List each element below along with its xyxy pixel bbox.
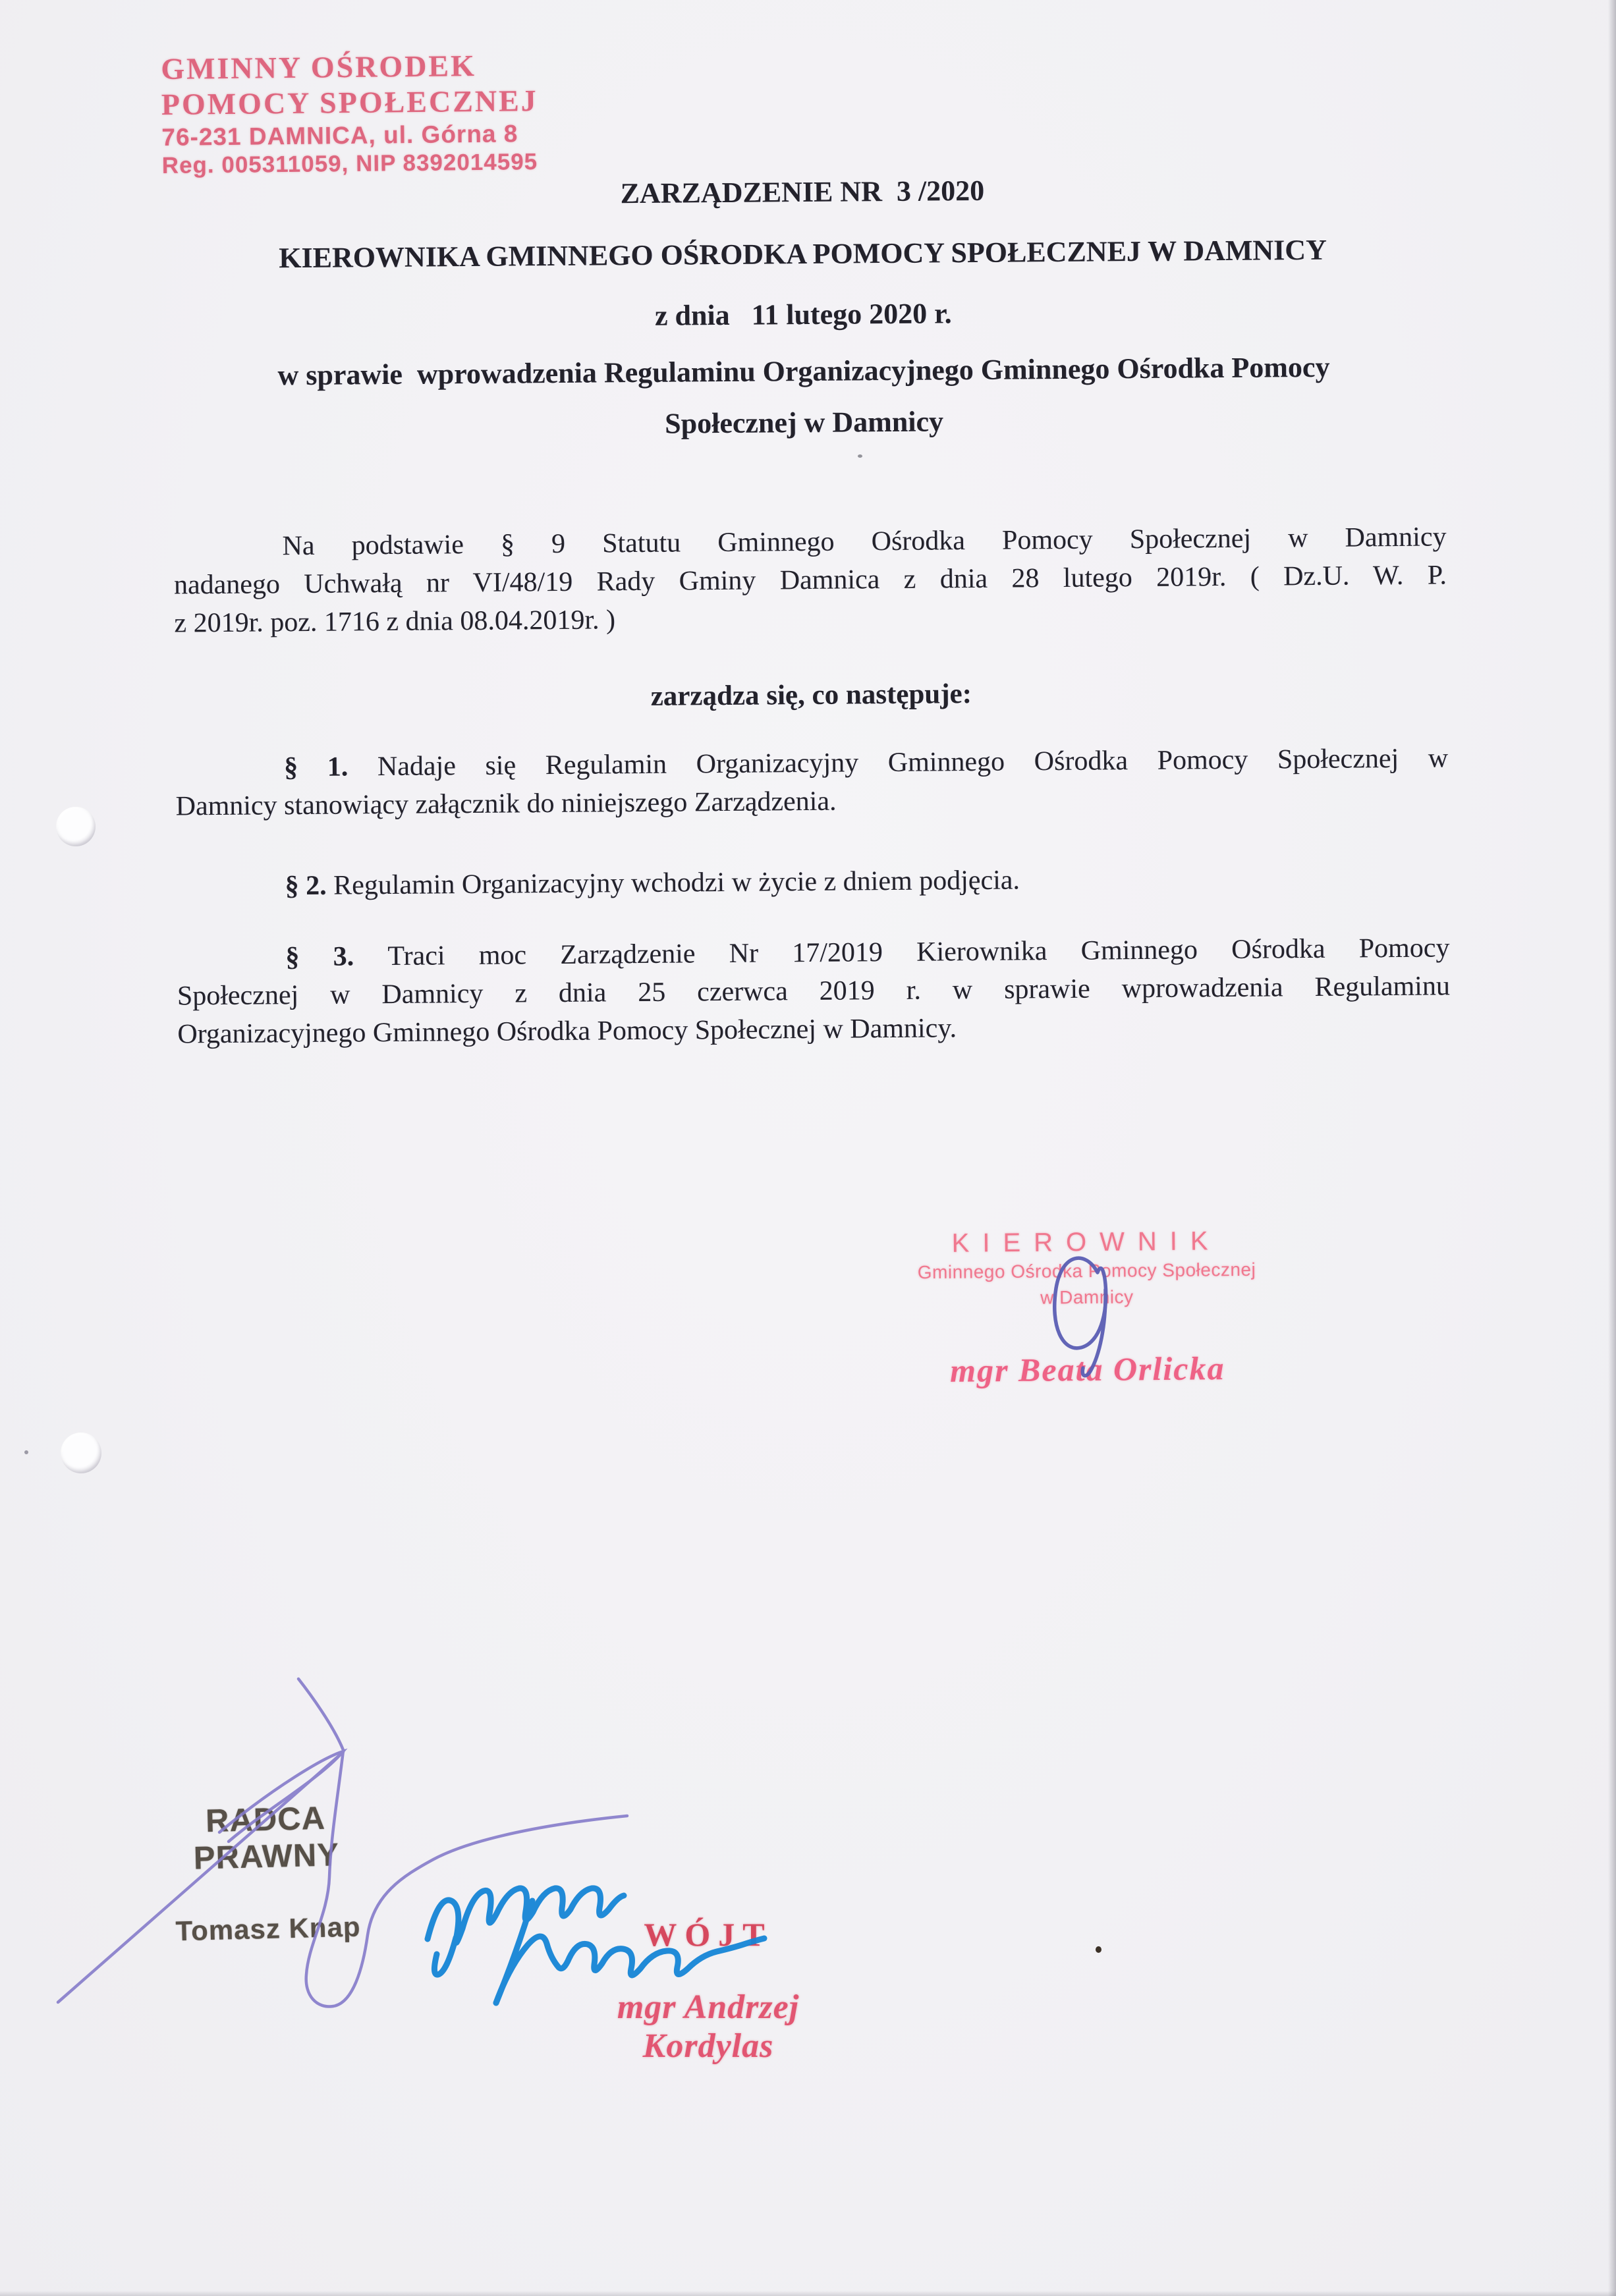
kierownik-stamp-org-line-1: Gminnego Ośrodka Pomocy Społecznej [917,1259,1256,1283]
scan-edge-shadow-right [1608,0,1616,2296]
document-title: ZARZĄDZENIE NR 3 /2020 [620,174,985,210]
scan-edge-shadow-bottom [0,2291,1616,2296]
section-mark-1: § 1. [283,752,378,783]
order-clause: zarządza się, co następuje: [650,678,972,712]
title-date: z dnia 11 lutego 2020 r. [654,297,952,332]
paragraph-2-line-1 [176,858,1449,906]
office-stamp-reg-nip-line: Reg. 005311059, NIP 8392014595 [161,149,538,178]
scan-speck [858,454,862,458]
section-mark-2: § 2. [285,870,334,902]
wojt-stamp [550,1915,866,2065]
radca-prawny-stamp [133,1798,400,1948]
title-subject-1: w sprawie wprowadzenia Regulaminu Organizacyjnego Gminnego Ośrodka Pomocy [277,350,1330,392]
kierownik-stamp-title: KIEROWNIK [951,1226,1221,1258]
preamble-line: z 2019r. poz. 1716 z dnia 08.04.2019r. ) [174,605,616,639]
paragraph-2-text: Regulamin Organizacyjny wchodzi w życie z dniem podjęcia. [333,865,1020,901]
kierownik-stamp-org-line-2: w Damnicy [1040,1286,1134,1308]
paragraph-1-line-2: Damnicy stanowiący załącznik do niniejszego Zarządzenia. [175,786,837,822]
kierownik-stamp-name: mgr Beata Orlicka [949,1350,1225,1389]
scan-speck [1096,1946,1101,1953]
paragraph-3-text: Traci moc Zarządzenie Nr 17/2019 Kierownika Gminnego Ośrodka Pomocy [387,933,1450,972]
paragraph-3-line-3: Organizacyjnego Gminnego Ośrodka Pomocy Społecznej w Damnicy. [177,1013,957,1050]
radca-prawny-stamp-title: RADCA PRAWNY [193,1800,340,1876]
wojt-stamp-title: WÓJT [644,1916,773,1953]
office-stamp-address-line: 76-231 DAMNICA, ul. Górna 8 [161,120,518,151]
preamble-line: nadanego Uchwałą nr VI/48/19 Rady Gminy Damnica z dnia 28 lutego 2019r. ( Dz.U. W. P. [173,560,1447,601]
paragraph-3 [177,929,1450,1053]
hole-punch-top [56,807,96,846]
wojt-stamp-name: mgr Andrzej Kordylas [617,1988,800,2065]
hole-punch-bottom [61,1433,101,1473]
paragraph-2 [176,858,1449,906]
preamble-line: Na podstawie § 9 Statutu Gminnego Ośrodka Pomocy Społecznej w Damnicy [282,522,1447,562]
kierownik-stamp [912,1225,1262,1390]
scan-speck [24,1450,28,1454]
title-issuer: KIEROWNIKA GMINNEGO OŚRODKA POMOCY SPOŁECZNEJ W DAMNICY [279,233,1327,275]
paragraph-1-text: Nadaje się Regulamin Organizacyjny Gminnego Ośrodka Pomocy Społecznej w [377,743,1449,782]
office-stamp-name-line-1: GMINNY OŚRODEK [161,48,477,86]
office-stamp-name-line-2: POMOCY SPOŁECZNEJ [161,84,539,121]
paragraph-3-line-2: Społecznej w Damnicy z dnia 25 czerwca 2019 r. w sprawie wprowadzenia Regulaminu [177,971,1451,1012]
preamble [173,518,1447,642]
radca-prawny-stamp-name: Tomasz Knap [175,1911,362,1947]
paragraph-1 [175,739,1449,825]
section-mark-3: § 3. [285,941,388,973]
title-subject-2: Społecznej w Damnicy [664,405,944,440]
